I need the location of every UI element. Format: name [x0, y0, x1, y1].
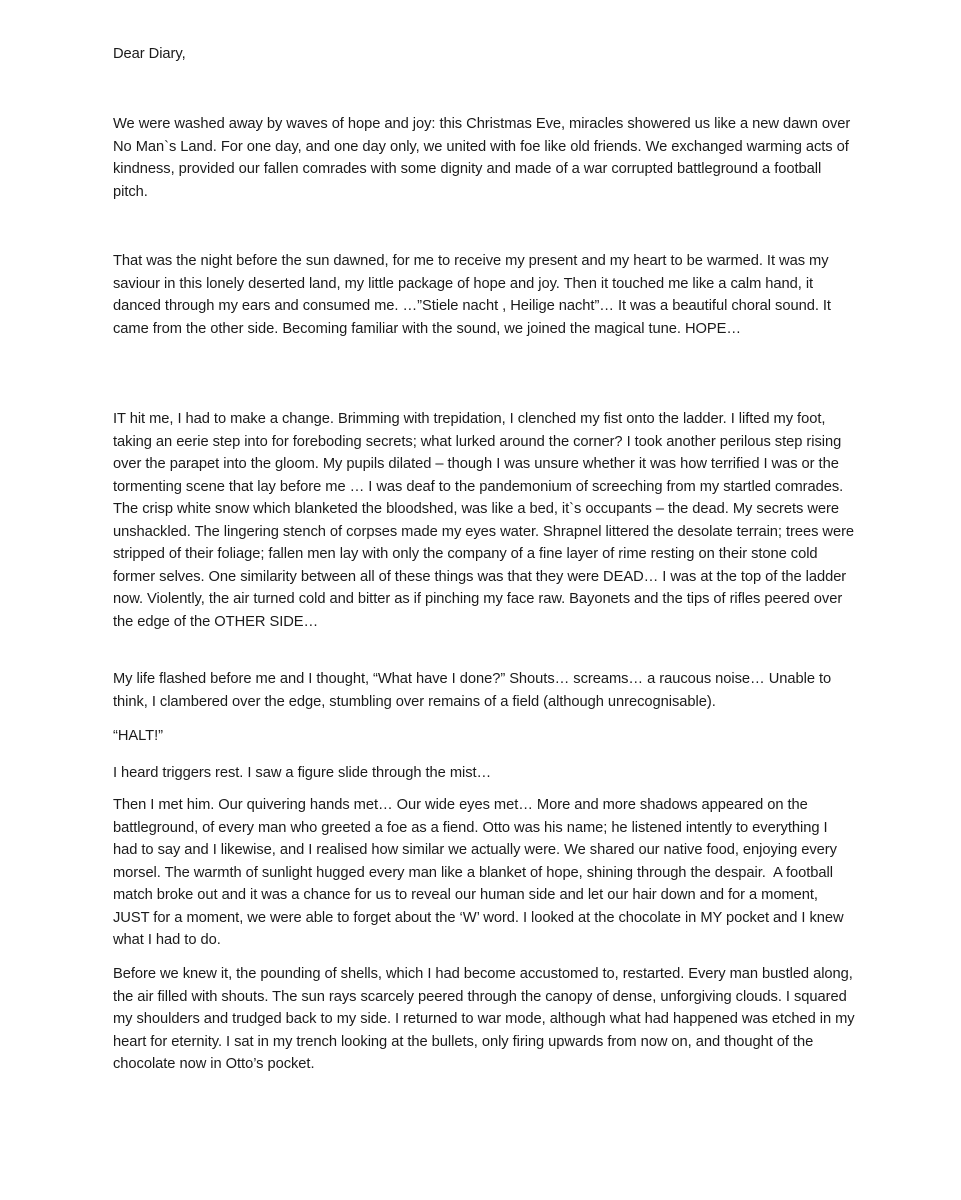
- paragraph-text: Then I met him. Our quivering hands met… Our wide eyes met… More and more shadows appeared on the battleground, of every man who greeted a foe as a fiend. Otto was his name; he listened intently to everything I had to say and I likewise, and I realised how similar we actually were. We shared our native food, enjoying every morsel. The warmth of sunlight hugged every man like a blanket of hope, shining through the despair. A football match broke out and it was a chance for us to reveal our human side and let our hair down and for a moment, JUST for a moment, we were able to forget about the ‘W’ word. I looked at the chocolate in MY pocket and I knew what I had to do.: [113, 797, 848, 948]
- diary-paragraph-7: [113, 794, 855, 952]
- diary-paragraph-5: [113, 725, 855, 748]
- diary-paragraph-4: [113, 668, 855, 713]
- paragraph-text: My life flashed before me and I thought, “What have I done?” Shouts… screams… a raucous noise… Unable to think, I clambered over the edge, stumbling over remains of a field (although unrecognisable).: [113, 671, 836, 710]
- paragraph-text: That was the night before the sun dawned, for me to receive my present and my heart to be warmed. It was my saviour in this lonely deserted land, my little package of hope and joy. Then it touched me like a calm hand, it danced through my ears and consumed me. …”Stiele nacht , Heilige nacht”… It was a beautiful choral sound. It came from the other side. Becoming familiar with the sound, we joined the magical tune. HOPE…: [113, 253, 835, 337]
- paragraph-text: “HALT!”: [113, 728, 163, 744]
- diary-greeting: [113, 43, 855, 66]
- greeting-text: Dear Diary,: [113, 46, 186, 62]
- paragraph-text: Before we knew it, the pounding of shells, which I had become accustomed to, restarted. Every man bustled along, the air filled with shouts. The sun rays scarcely peered through the canopy of dense, unforgiving clouds. I squared my shoulders and trudged back to my side. I returned to war mode, although what had happened was etched in my heart for eternity. I sat in my trench looking at the bullets, only firing upwards from now on, and thought of the chocolate now in Otto’s pocket.: [113, 966, 859, 1072]
- paragraph-text: I heard triggers rest. I saw a figure slide through the mist…: [113, 765, 492, 781]
- diary-paragraph-8: [113, 963, 859, 1076]
- diary-paragraph-3: [113, 408, 859, 633]
- paragraph-text: We were washed away by waves of hope and joy: this Christmas Eve, miracles showered us like a new dawn over No Man`s Land. For one day, and one day only, we united with foe like old friends. We exchanged warming acts of kindness, provided our fallen comrades with some dignity and made of a war corrupted battleground a football pitch.: [113, 116, 855, 200]
- diary-paragraph-2: [113, 250, 855, 340]
- diary-paragraph-1: [113, 113, 855, 203]
- paragraph-text: IT hit me, I had to make a change. Brimming with trepidation, I clenched my fist onto the ladder. I lifted my foot, taking an eerie step into for foreboding secrets; what lurked around the corner? I took another perilous step rising over the parapet into the gloom. My pupils dilated – though I was unsure whether it was how terrified I was or the tormenting scene that lay before me … I was deaf to the pandemonium of screeching from my startled comrades. The crisp white snow which blanketed the bloodshed, was like a bed, it`s occupants – the dead. My secrets were unshackled. The lingering stench of corpses made my eyes water. Shrapnel littered the desolate terrain; trees were stripped of their foliage; fallen men lay with only the company of a fine layer of rime resting on their stone cold former selves. One similarity between all of these things was that they were DEAD… I was at the top of the ladder now. Violently, the air turned cold and bitter as if pinching my face raw. Bayonets and the tips of rifles peered over the edge of the OTHER SIDE…: [113, 411, 859, 630]
- diary-paragraph-6: [113, 762, 855, 785]
